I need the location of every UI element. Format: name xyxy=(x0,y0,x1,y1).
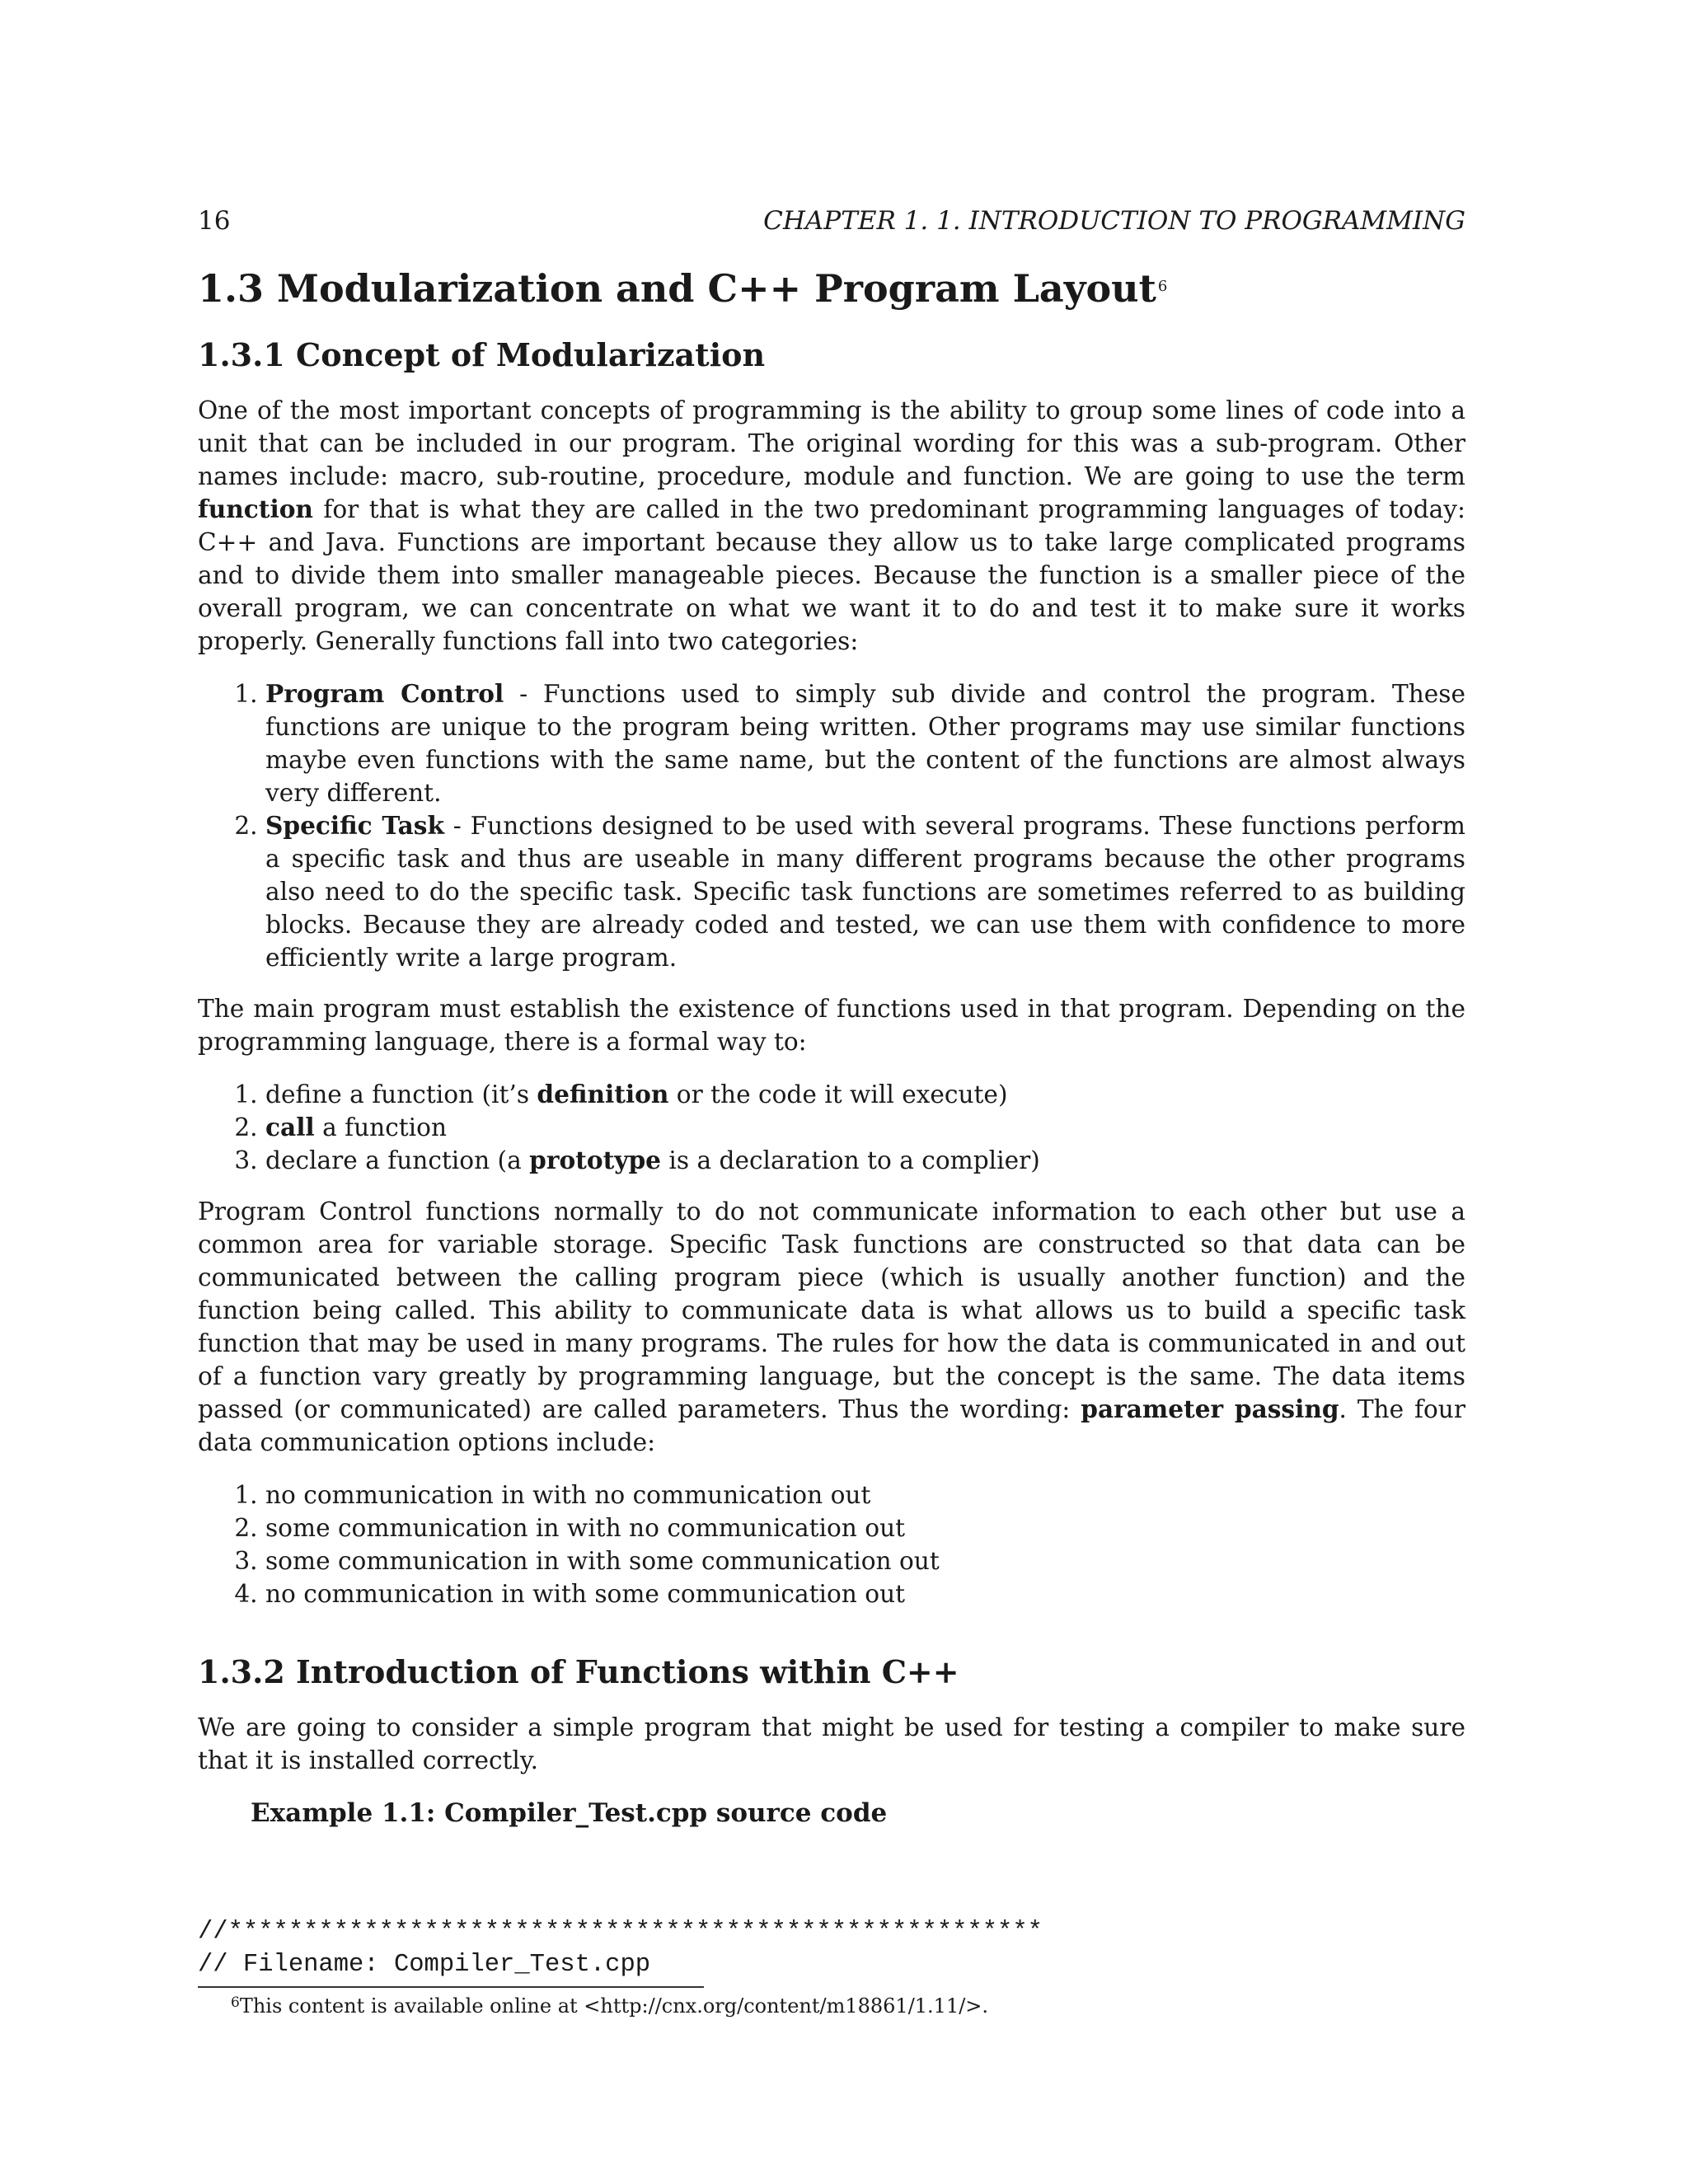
paragraph-modularization-intro xyxy=(198,394,1465,658)
term-parameter-passing: parameter passing xyxy=(1081,1394,1339,1423)
term-prototype: prototype xyxy=(529,1146,661,1174)
term-specific-task: Specific Task xyxy=(265,811,444,840)
formal-ways-list xyxy=(198,1078,1465,1177)
list-item: 3. some communication in with some communication out xyxy=(265,1544,1465,1577)
communication-options-list xyxy=(198,1479,1465,1610)
list-item-text: - Functions designed to be used with several programs. These functions perform a specific task and thus are useable in many different programs because the other programs also need to do the specific task. Specific task functions are sometimes referred to as building blocks. Because they are already coded and tested, we can use them with confidence to more efficiently write a large program. xyxy=(265,812,1465,972)
list-item-text: define a function (it’s xyxy=(265,1080,537,1108)
subsection-title-modularization: 1.3.1 Concept of Modularization xyxy=(198,336,766,373)
list-item-declare xyxy=(265,1144,1465,1177)
paragraph-main-program: The main program must establish the existence of functions used in that program. Depending on the programming language, there is a formal way to: xyxy=(198,995,1465,1056)
term-definition: definition xyxy=(537,1080,669,1108)
footnote xyxy=(231,1993,1465,2019)
section-footnote-mark: 6 xyxy=(1157,278,1168,295)
document-page xyxy=(198,204,1465,2019)
code-listing xyxy=(198,1915,1465,1981)
chapter-title: CHAPTER 1. 1. INTRODUCTION TO PROGRAMMING xyxy=(763,206,1465,236)
list-item-text: is a declaration to a complier) xyxy=(660,1146,1040,1174)
footnote-text: This content is available online at <http://cnx.org/content/m18861/1.11/>. xyxy=(239,1994,989,2018)
list-item: 4. no communication in with some communication out xyxy=(265,1577,1465,1610)
list-item-define xyxy=(265,1078,1465,1111)
function-categories-list xyxy=(198,677,1465,974)
list-item-call xyxy=(265,1111,1465,1144)
footnote-mark: 6 xyxy=(231,1994,240,2011)
list-item: 1. no communication in with no communication out xyxy=(265,1479,1465,1511)
term-program-control: Program Control xyxy=(265,679,504,708)
paragraph-parameter-passing xyxy=(198,1195,1465,1459)
footnote-divider xyxy=(198,1986,704,1988)
list-item-specific-task xyxy=(265,809,1465,974)
term-call: call xyxy=(265,1113,315,1141)
paragraph-text: Program Control functions normally to do not communicate information to each other but use a common area for variable storage. Specific Task functions are constructed so that data can be communicated between the calling program piece (which is usually another function) and the function being called. This ability to communicate data is what allows us to build a specific task function that may be used in many programs. The rules for how the data is communicated in and out of a function vary greatly by programming language, but the concept is the same. The data items passed (or communicated) are called parameters. Thus the wording: xyxy=(198,1197,1465,1423)
paragraph-compiler-test: We are going to consider a simple program that might be used for testing a compiler to make sure that it is installed correctly. xyxy=(198,1713,1465,1774)
running-header xyxy=(198,204,1465,237)
list-item-program-control xyxy=(265,677,1465,809)
paragraph-text: . The four data communication options include: xyxy=(198,1395,1465,1456)
list-item-text: or the code it will execute) xyxy=(668,1080,1008,1108)
list-item-text: - Functions used to simply sub divide and control the program. These functions are unique to the program being written. Other programs may use similar functions maybe even functions with the same name, but the content of the functions are almost always very different. xyxy=(265,680,1465,807)
paragraph-text: One of the most important concepts of programming is the ability to group some lines of code into a unit that can be included in our program. The original wording for this was a sub-program. Other names include: macro, sub-routine, procedure, module and function. We are going to use the term xyxy=(198,396,1465,490)
code-line: //****************************************************** xyxy=(198,1918,1043,1946)
list-item-text: a function xyxy=(314,1113,448,1141)
section-title-text: 1.3 Modularization and C++ Program Layout xyxy=(198,266,1156,311)
page-number: 16 xyxy=(198,206,231,236)
subsection-title-functions-cpp: 1.3.2 Introduction of Functions within C++ xyxy=(198,1653,959,1690)
list-item: 2. some communication in with no communication out xyxy=(265,1511,1465,1544)
term-function: function xyxy=(198,494,313,523)
example-caption: Example 1.1: Compiler_Test.cpp source code xyxy=(251,1798,888,1828)
section-title xyxy=(198,264,1465,313)
code-line: // Filename: Compiler_Test.cpp xyxy=(198,1951,651,1979)
list-item-text: declare a function (a xyxy=(265,1146,530,1174)
paragraph-text: for that is what they are called in the two predominant programming languages of today: C++ and Java. Functions are important because they allow us to take large complicated programs and to divide them into smaller manageable pieces. Because the function is a smaller piece of the overall program, we can concentrate on what we want it to do and test it to make sure it works properly. Generally functions fall into two categories: xyxy=(198,495,1465,655)
